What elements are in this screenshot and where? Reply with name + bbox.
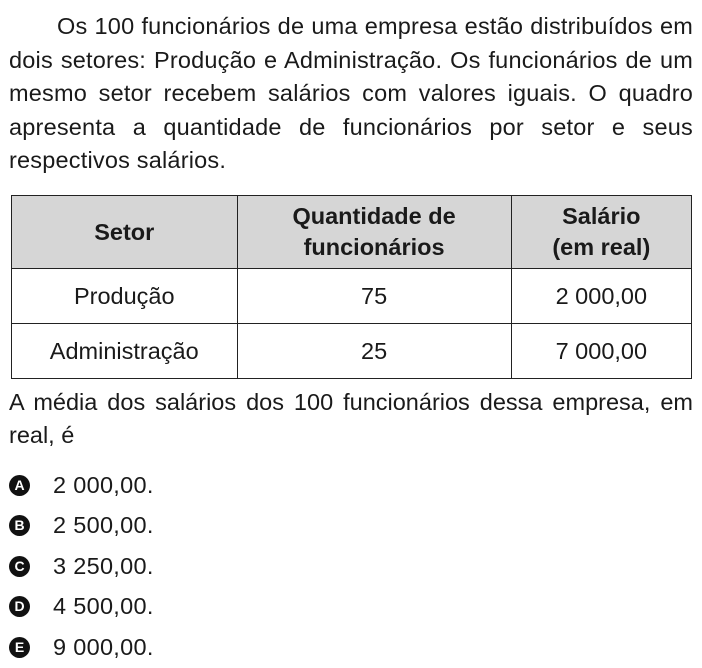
option-b-badge: B xyxy=(9,515,30,536)
cell-salario: 7 000,00 xyxy=(511,324,691,379)
intro-paragraph: Os 100 funcionários de uma empresa estão distribuídos em dois setores: Produção e Administração. Os funcionários de um mesmo setor recebem salários com valores iguais. O quadro apresenta a quantidade de funcionários por setor e seus respectivos salários. xyxy=(9,13,693,173)
option-c-badge: C xyxy=(9,556,30,577)
salary-table xyxy=(11,195,692,379)
header-quantidade-line2: funcionários xyxy=(303,234,445,260)
header-salario xyxy=(511,196,691,269)
header-salario-line1: Salário xyxy=(562,203,641,229)
question-text: A média dos salários dos 100 funcionários dessa empresa, em real, é xyxy=(9,389,693,448)
option-d[interactable] xyxy=(9,587,693,628)
question-page xyxy=(9,10,693,660)
option-a-text: 2 000,00. xyxy=(53,471,154,498)
cell-quantidade: 25 xyxy=(237,324,511,379)
table-header-row xyxy=(12,196,692,269)
table-row xyxy=(12,324,692,379)
header-setor xyxy=(12,196,238,269)
option-a[interactable] xyxy=(9,465,693,506)
answer-options xyxy=(9,465,693,668)
header-quantidade xyxy=(237,196,511,269)
header-quantidade-line1: Quantidade de xyxy=(292,203,456,229)
option-b[interactable] xyxy=(9,506,693,547)
table-row xyxy=(12,269,692,324)
option-c[interactable] xyxy=(9,546,693,587)
option-a-badge: A xyxy=(9,475,30,496)
cell-salario: 2 000,00 xyxy=(511,269,691,324)
cell-setor: Administração xyxy=(12,324,238,379)
cell-setor: Produção xyxy=(12,269,238,324)
header-setor-label: Setor xyxy=(94,218,155,245)
option-d-badge: D xyxy=(9,596,30,617)
option-e-text: 9 000,00. xyxy=(53,633,154,660)
option-d-text: 4 500,00. xyxy=(53,593,154,620)
option-b-text: 2 500,00. xyxy=(53,512,154,539)
option-c-text: 3 250,00. xyxy=(53,552,154,579)
option-e[interactable] xyxy=(9,627,693,668)
cell-quantidade: 75 xyxy=(237,269,511,324)
header-salario-line2: (em real) xyxy=(552,234,651,260)
option-e-badge: E xyxy=(9,637,30,658)
